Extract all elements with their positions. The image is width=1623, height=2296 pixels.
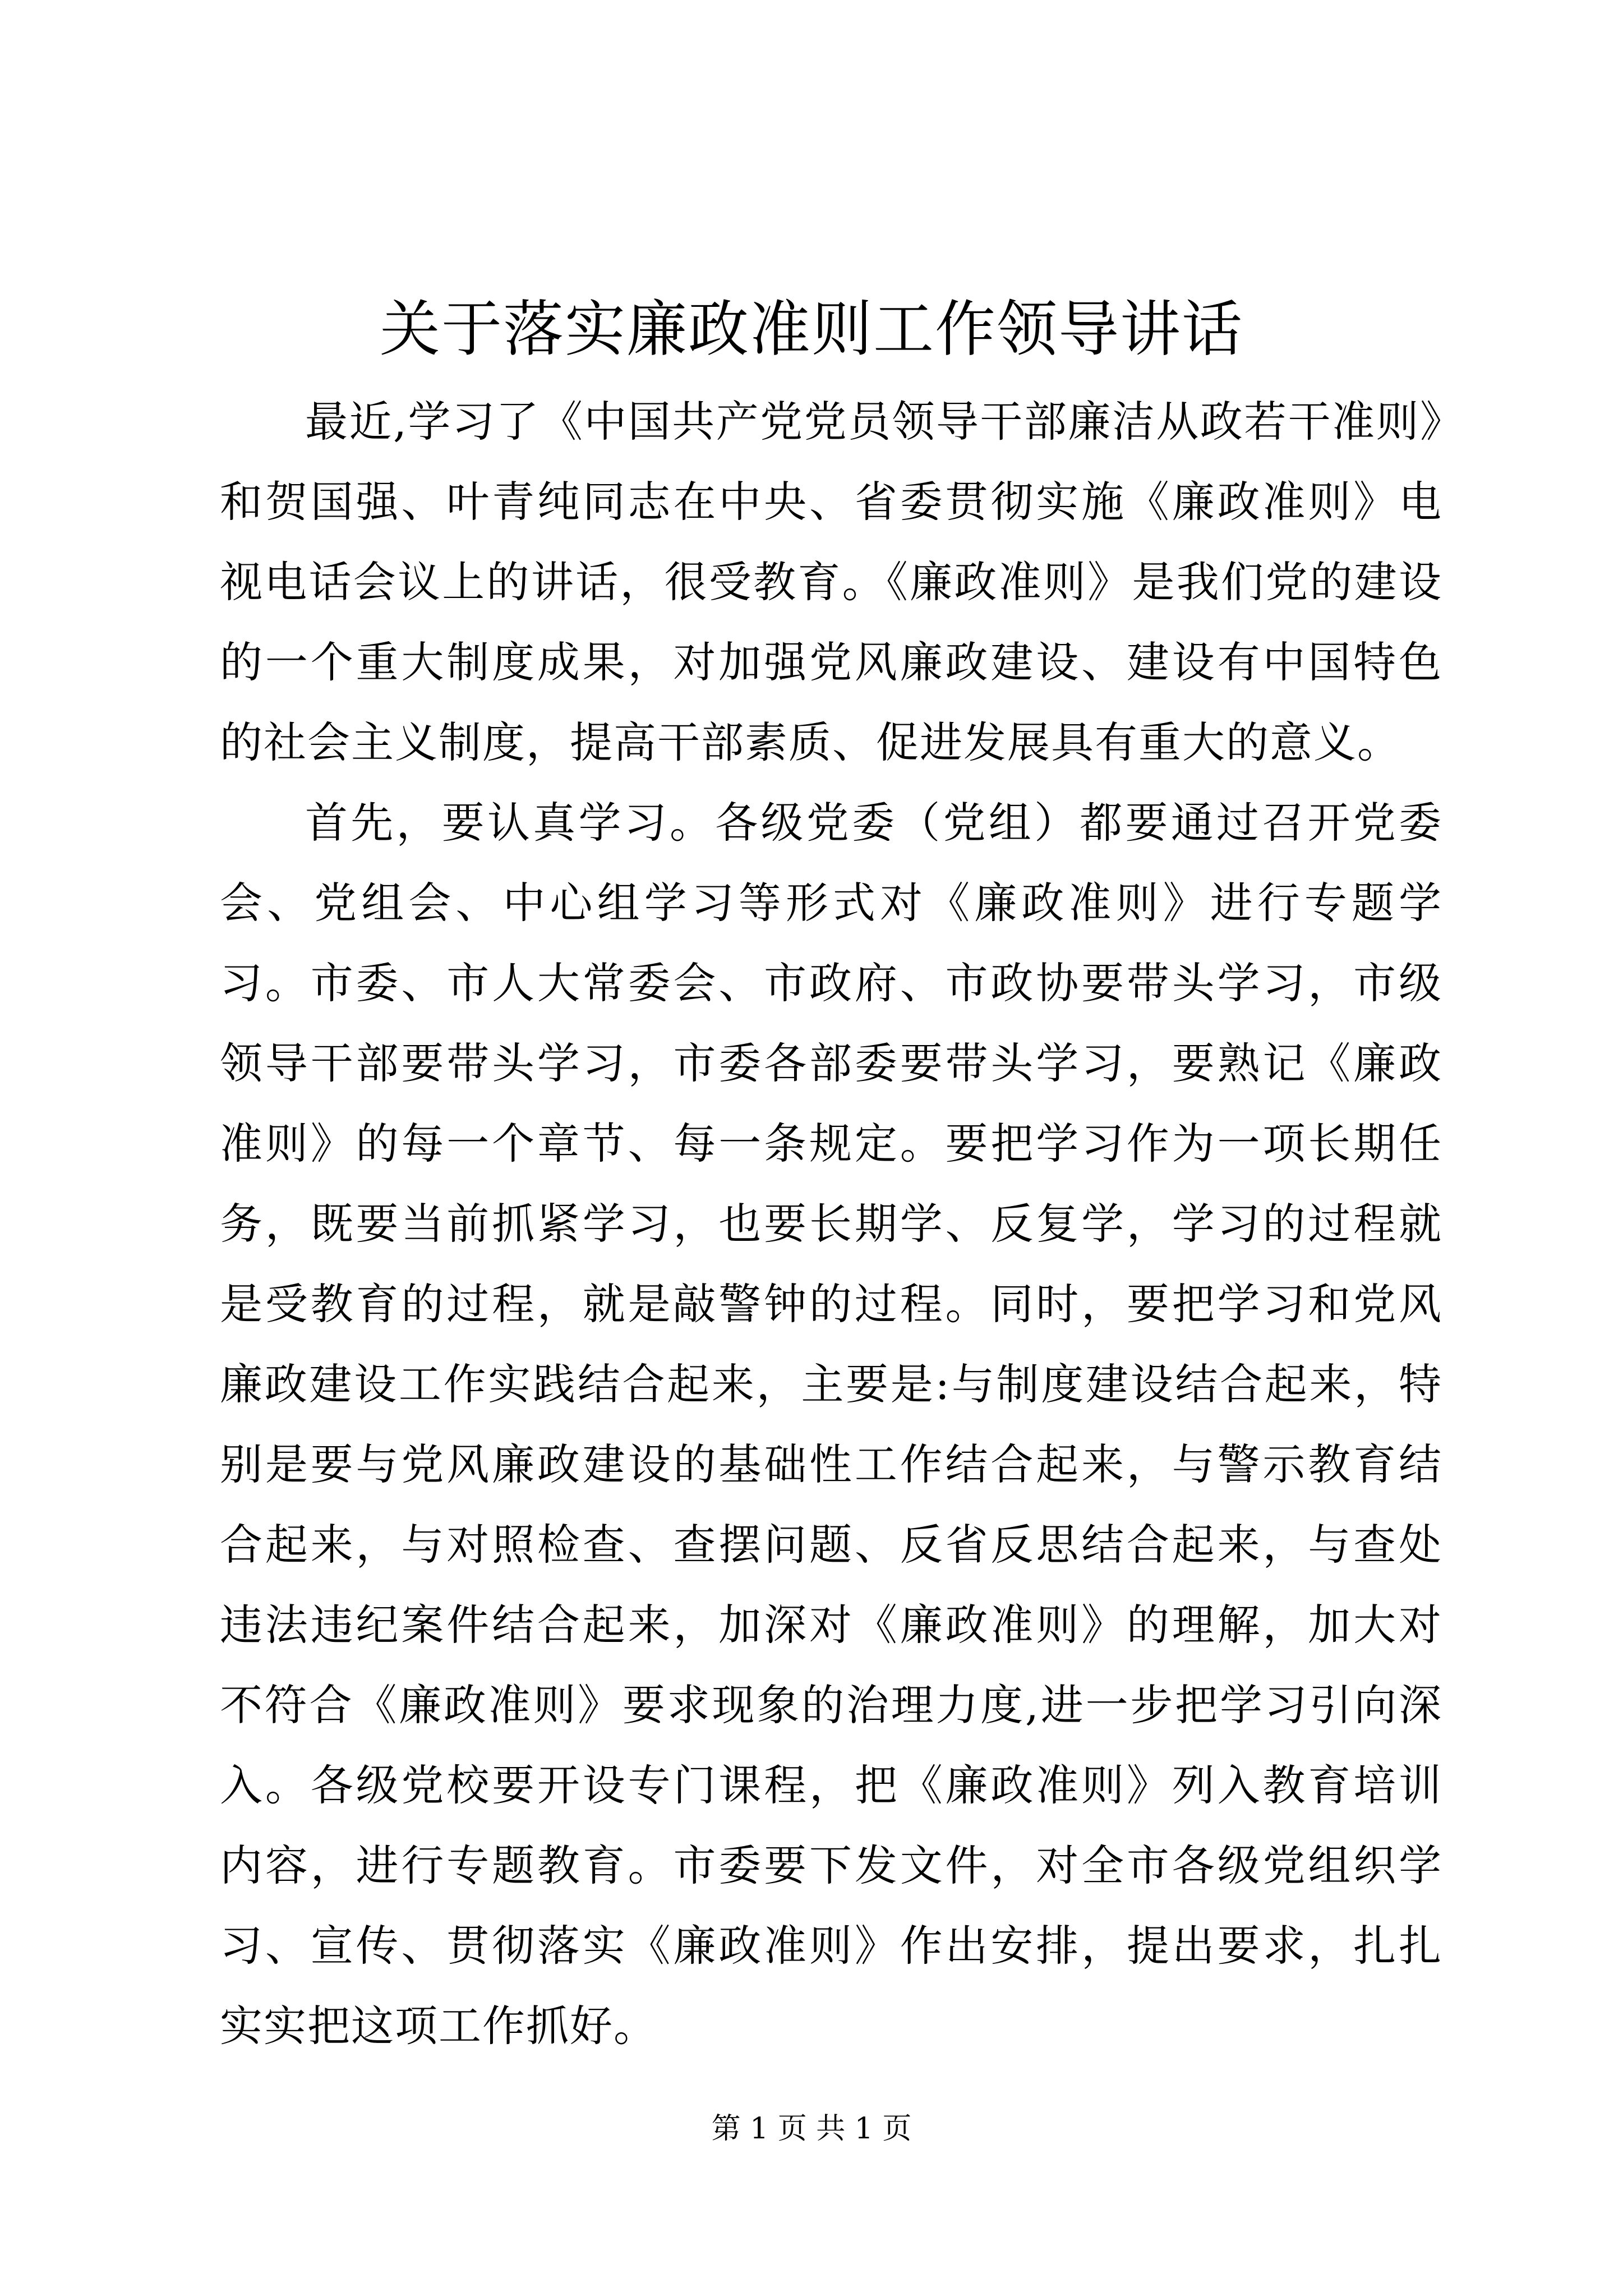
page-number-footer: 第 1 页 共 1 页: [711, 2112, 912, 2146]
document-title: 关于落实廉政准则工作领导讲话: [379, 295, 1243, 365]
document-body: [220, 381, 1442, 2066]
paragraph-2: 首先，要认真学习。各级党委（党组）都要通过召开党委会、党组会、中心组学习等形式对《廉政准则》进行专题学习。市委、市人大常委会、市政府、市政协要带头学习，市级领导干部要带头学习，市委各部委要带头学习，要熟记《廉政准则》的每一个章节、每一条规定。要把学习作为一项长期任务，既要当前抓紧学习，也要长期学、反复学，学习的过程就是受教育的过程，就是敲警钟的过程。同时，要把学习和党风廉政建设工作实践结合起来，主要是:与制度建设结合起来，特别是要与党风廉政建设的基础性工作结合起来，与警示教育结合起来，与对照检查、查摆问题、反省反思结合起来，与查处违法违纪案件结合起来，加深对《廉政准则》的理解，加大对不符合《廉政准则》要求现象的治理力度,进一步把学习引向深入。各级党校要开设专门课程，把《廉政准则》列入教育培训内容，进行专题教育。市委要下发文件，对全市各级党组织学习、宣传、贯彻落实《廉政准则》作出安排，提出要求，扎扎实实把这项工作抓好。: [220, 798, 1442, 2051]
paragraph-1: 最近,学习了《中国共产党党员领导干部廉洁从政若干准则》和贺国强、叶青纯同志在中央、省委贯彻实施《廉政准则》电视电话会议上的讲话，很受教育。《廉政准则》是我们党的建设的一个重大制度成果，对加强党风廉政建设、建设有中国特色的社会主义制度，提高干部素质、促进发展具有重大的意义。: [220, 397, 1442, 767]
